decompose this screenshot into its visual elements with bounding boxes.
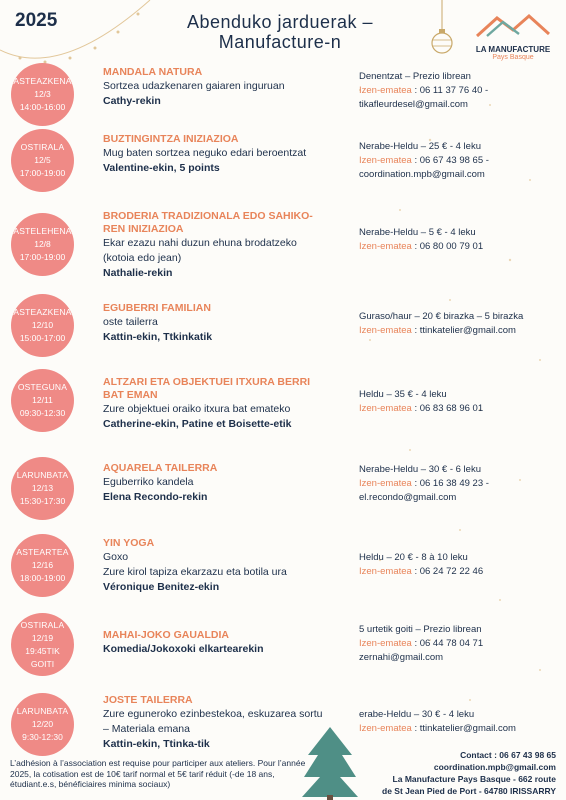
- date-circle: [11, 294, 74, 357]
- registration-contact: : 06 16 38 49 23 -: [411, 478, 489, 489]
- registration-label: Izen-ematea: [359, 566, 412, 577]
- activity-name: JOSTE TAILERRA: [103, 694, 193, 706]
- registration-info: [359, 623, 559, 665]
- date-circle: [11, 693, 74, 756]
- activity-block: [103, 694, 328, 752]
- price-audience: Nerabe-Heldu – 30 € - 6 leku: [359, 464, 481, 475]
- price-audience: Nerabe-Heldu – 5 € - 4 leku: [359, 227, 476, 238]
- activity-description: Goxo Zure kirol tapiza ekarzazu eta botila ura: [103, 551, 287, 578]
- event-day: LARUNBATA: [16, 470, 69, 480]
- activity-host: Cathy-rekin: [103, 95, 161, 107]
- event-date: 12/10: [31, 320, 54, 330]
- activity-description: oste tailerra: [103, 316, 158, 328]
- activity-description: Eguberriko kandela: [103, 476, 194, 488]
- registration-line: [359, 637, 559, 651]
- activity-description: Zure eguneroko ezinbestekoa, eskuzarea sortu – Materiala emana: [103, 708, 323, 735]
- contact-block: Contact : 06 67 43 98 65 coordination.mpb@gmail.com La Manufacture Pays Basque - 662 route de St Jean Pied de Port - 64780 IRISSARRY: [382, 750, 556, 796]
- registration-email: tikafleurdesel@gmail.com: [359, 99, 468, 110]
- logo-name: LA MANUFACTURE: [475, 45, 551, 54]
- event-day: OSTIRALA: [20, 142, 65, 152]
- event-date: 12/5: [34, 155, 51, 165]
- activity-host: Kattin-ekin, Ttinka-tik: [103, 738, 210, 750]
- price-audience: 5 urtetik goiti – Prezio librean: [359, 624, 482, 635]
- event-day: OSTIRALA: [20, 619, 65, 630]
- activity-name: YIN YOGA: [103, 537, 155, 549]
- registration-line: [359, 84, 559, 98]
- activity-description: Ekar ezazu nahi duzun ehuna brodatzeko (kotoia edo jean): [103, 237, 297, 264]
- activity-host: Kattin-ekin, Ttkinkatik: [103, 331, 213, 343]
- activity-block: [103, 462, 328, 505]
- registration-line: [359, 402, 559, 416]
- activity-host: Nathalie-rekin: [103, 267, 173, 279]
- activity-name: EGUBERRI FAMILIAN: [103, 302, 211, 314]
- event-date: 12/16: [31, 560, 54, 570]
- date-circle: [11, 534, 74, 597]
- event-day: ASTEAZKENA: [13, 76, 72, 86]
- date-circle: [11, 63, 74, 126]
- event-date: 12/20: [31, 719, 54, 729]
- activity-host: Komedia/Jokoxoki elkartearekin: [103, 643, 264, 655]
- activity-block: [103, 133, 328, 176]
- registration-label: Izen-ematea: [359, 478, 412, 489]
- membership-note: L’adhésion à l’association est requise pour participer aux ateliers. Pour l’année 2025, la cotisation est de 10€ tarif normal et 5€ tarif réduit (-de 18 ans, étudiant.e.s, bénéficiaires minima sociaux): [10, 758, 306, 789]
- date-circle: [11, 457, 74, 520]
- registration-info: [359, 140, 559, 182]
- registration-line: [359, 477, 559, 491]
- activity-host: Véronique Benitez-ekin: [103, 581, 220, 593]
- registration-label: Izen-ematea: [359, 325, 412, 336]
- event-day: OSTEGUNA: [17, 382, 68, 392]
- event-date: 12/11: [32, 395, 53, 405]
- registration-line: [359, 324, 559, 338]
- activity-name: AQUARELA TAILERRA: [103, 462, 218, 474]
- activity-name: MAHAI-JOKO GAUALDIA: [103, 629, 229, 641]
- registration-label: Izen-ematea: [359, 241, 412, 252]
- event-time: 15:00-17:00: [19, 333, 66, 343]
- event-time: 9:30-12:30: [22, 732, 63, 742]
- activity-block: [103, 302, 328, 345]
- date-circle: [11, 613, 74, 676]
- event-time: 09:30-12:30: [19, 408, 66, 418]
- bauble-icon: [430, 0, 454, 56]
- activity-block: [103, 537, 328, 595]
- page-title: Abenduko jarduerak – Manufacture-n: [186, 12, 374, 52]
- activity-block: [103, 66, 328, 109]
- registration-contact: : 06 67 43 98 65 -: [411, 155, 489, 166]
- registration-label: Izen-ematea: [359, 403, 412, 414]
- registration-label: Izen-ematea: [359, 155, 412, 166]
- price-audience: Denentzat – Prezio librean: [359, 71, 471, 82]
- activity-name: BUZTINGINTZA INIZIAZIOA: [103, 133, 239, 145]
- registration-contact: : ttinkatelier@gmail.com: [411, 723, 516, 734]
- price-audience: erabe-Heldu – 30 € - 4 leku: [359, 709, 475, 720]
- registration-info: [359, 388, 559, 416]
- event-day: LARUNBATA: [16, 706, 69, 716]
- activity-name: BRODERIA TRADIZIONALA EDO SAHIKO-REN INIZIAZIOA: [103, 210, 313, 235]
- registration-line: [359, 240, 559, 254]
- activity-description: Mug baten sortzea neguko edari beroentzat: [103, 147, 307, 159]
- activity-name: ALTZARI ETA OBJEKTUEI ITXURA BERRI BAT EMAN: [103, 376, 311, 401]
- registration-email: coordination.mpb@gmail.com: [359, 169, 485, 180]
- date-circle: [11, 369, 74, 432]
- event-date: 12/3: [34, 89, 51, 99]
- registration-label: Izen-ematea: [359, 723, 412, 734]
- logo-subtitle: Pays Basque: [492, 54, 534, 61]
- event-day: ASTELEHENA: [13, 226, 72, 236]
- registration-info: [359, 226, 559, 254]
- registration-email: zernahi@gmail.com: [359, 652, 444, 663]
- registration-label: Izen-ematea: [359, 638, 412, 649]
- manufacture-logo: [470, 12, 556, 61]
- event-date: 12/13: [31, 483, 54, 493]
- registration-contact: : 06 11 37 76 40 -: [411, 85, 489, 96]
- registration-contact: : 06 83 68 96 01: [411, 403, 484, 414]
- activity-block: [103, 629, 328, 657]
- event-day: ASTEAZKENA: [13, 307, 72, 317]
- registration-email: el.recondo@gmail.com: [359, 492, 457, 503]
- event-time: 17:00-19:00: [19, 252, 66, 262]
- event-date: 12/19: [31, 632, 54, 643]
- event-time: 14:00-16:00: [19, 102, 66, 112]
- activity-description: Sortzea udazkenaren gaiaren inguruan: [103, 80, 285, 92]
- activity-host: Catherine-ekin, Patine et Boisette-etik: [103, 418, 292, 430]
- registration-info: [359, 70, 559, 112]
- date-circle: [11, 213, 74, 276]
- activity-name: MANDALA NATURA: [103, 66, 203, 78]
- registration-line: [359, 154, 559, 168]
- price-audience: Heldu – 20 € - 8 à 10 leku: [359, 552, 468, 563]
- price-audience: Nerabe-Heldu – 25 € - 4 leku: [359, 141, 481, 152]
- event-day: ASTEARTEA: [16, 547, 69, 557]
- event-time: 19:45TIK GOITI: [25, 645, 60, 669]
- event-date: 12/8: [34, 239, 51, 249]
- year-label: 2025: [15, 10, 58, 31]
- registration-line: [359, 565, 559, 579]
- registration-contact: : 06 24 72 22 46: [411, 566, 484, 577]
- activity-host: Elena Recondo-rekin: [103, 491, 208, 503]
- activity-description: Zure objektuei oraiko itxura bat emateko: [103, 403, 291, 415]
- registration-info: [359, 463, 559, 505]
- price-audience: Guraso/haur – 20 € birazka – 5 birazka: [359, 311, 524, 322]
- activity-host: Valentine-ekin, 5 points: [103, 162, 220, 174]
- registration-line: [359, 722, 559, 736]
- house-roof-icon: [473, 12, 553, 38]
- activity-block: [103, 376, 328, 432]
- registration-info: [359, 310, 559, 338]
- registration-label: Izen-ematea: [359, 85, 412, 96]
- event-time: 17:00-19:00: [19, 168, 66, 178]
- date-circle: [11, 129, 74, 192]
- event-time: 18:00-19:00: [19, 573, 66, 583]
- registration-contact: : 06 80 00 79 01: [411, 241, 484, 252]
- registration-info: [359, 708, 559, 736]
- registration-contact: : 06 44 78 04 71: [411, 638, 484, 649]
- event-time: 15:30-17:30: [19, 496, 66, 506]
- price-audience: Heldu – 35 € - 4 leku: [359, 389, 447, 400]
- registration-contact: : ttinkatelier@gmail.com: [411, 325, 516, 336]
- registration-info: [359, 551, 559, 579]
- activity-block: [103, 210, 328, 281]
